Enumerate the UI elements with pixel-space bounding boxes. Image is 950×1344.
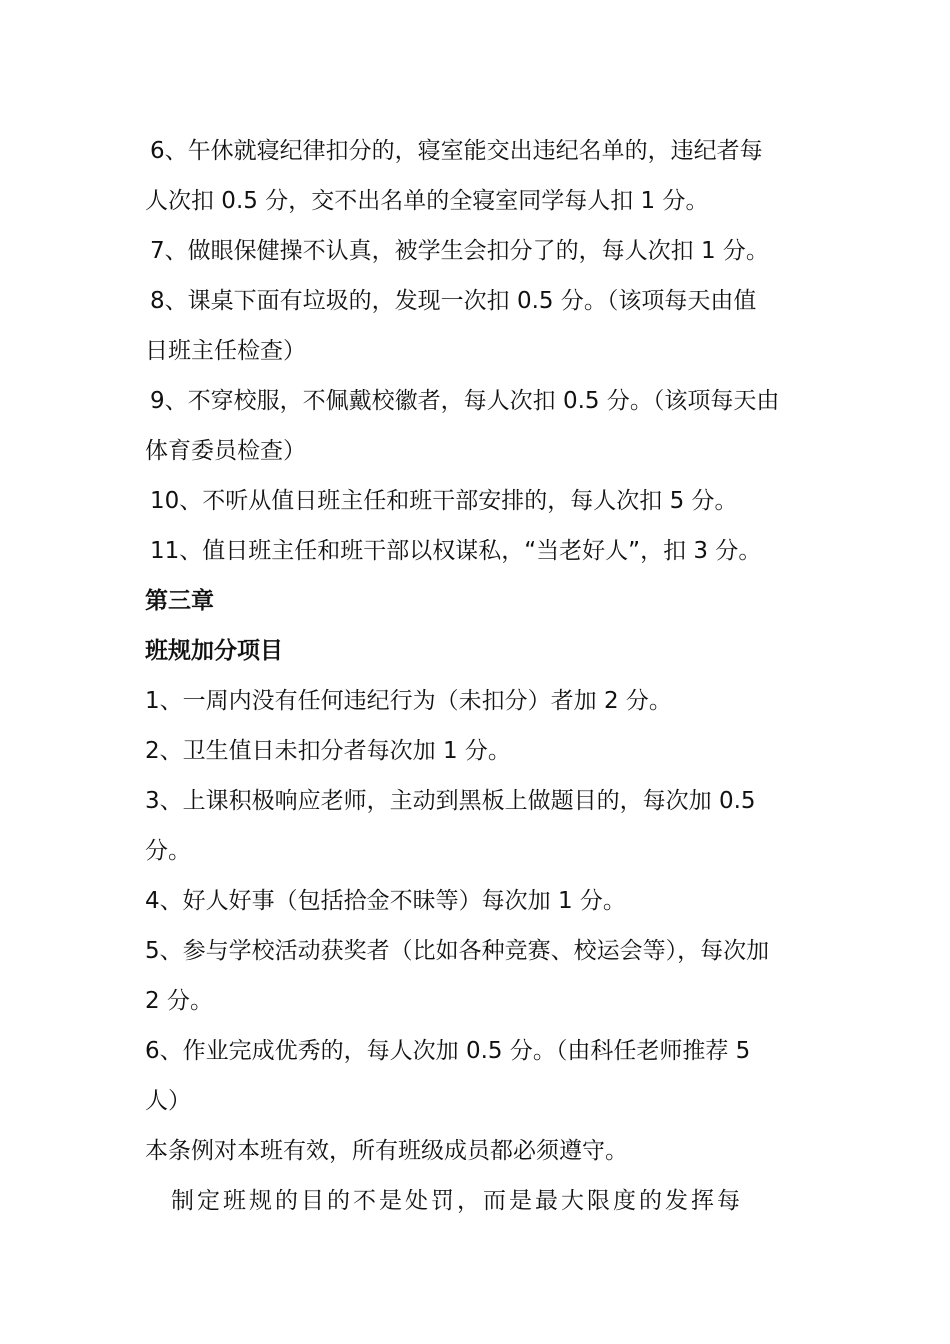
rule-8-deduction-line-2: 日班主任检查） (145, 338, 306, 364)
bonus-rule-4: 4、好人好事（包括拾金不昧等）每次加 1 分。 (145, 888, 626, 914)
chapter-heading: 第三章 (145, 588, 214, 614)
rule-6-deduction-line-2: 人次扣 0.5 分，交不出名单的全寝室同学每人扣 1 分。 (145, 188, 709, 214)
bonus-rule-5-line-1: 5、参与学校活动获奖者（比如各种竞赛、校运会等），每次加 (145, 938, 770, 964)
rule-8-deduction-line-1: 8、课桌下面有垃圾的，发现一次扣 0.5 分。（该项每天由值 (150, 288, 757, 314)
rule-6-deduction-line-1: 6、午休就寝纪律扣分的，寝室能交出违纪名单的，违纪者每 (150, 138, 763, 164)
validity-statement: 本条例对本班有效，所有班级成员都必须遵守。 (145, 1138, 628, 1164)
bonus-rule-2: 2、卫生值日未扣分者每次加 1 分。 (145, 738, 511, 764)
bonus-rule-6-line-2: 人） (145, 1088, 191, 1114)
section-heading: 班规加分项目 (145, 638, 283, 664)
bonus-rule-6-line-1: 6、作业完成优秀的，每人次加 0.5 分。（由科任老师推荐 5 (145, 1038, 751, 1064)
bonus-rule-3-line-2: 分。 (145, 838, 191, 864)
bonus-rule-5-line-2: 2 分。 (145, 988, 213, 1014)
purpose-paragraph-line-1: 制定班规的目的不是处罚，而是最大限度的发挥每 (145, 1188, 743, 1214)
rule-11-deduction: 11、值日班主任和班干部以权谋私，“当老好人”，扣 3 分。 (150, 538, 762, 564)
rule-7-deduction: 7、做眼保健操不认真，被学生会扣分了的，每人次扣 1 分。 (150, 238, 769, 264)
bonus-rule-1: 1、一周内没有任何违纪行为（未扣分）者加 2 分。 (145, 688, 672, 714)
rule-9-deduction-line-2: 体育委员检查） (145, 438, 306, 464)
rule-9-deduction-line-1: 9、不穿校服，不佩戴校徽者，每人次扣 0.5 分。（该项每天由 (150, 388, 780, 414)
rule-10-deduction: 10、不听从值日班主任和班干部安排的，每人次扣 5 分。 (150, 488, 738, 514)
bonus-rule-3-line-1: 3、上课积极响应老师，主动到黑板上做题目的，每次加 0.5 (145, 788, 756, 814)
